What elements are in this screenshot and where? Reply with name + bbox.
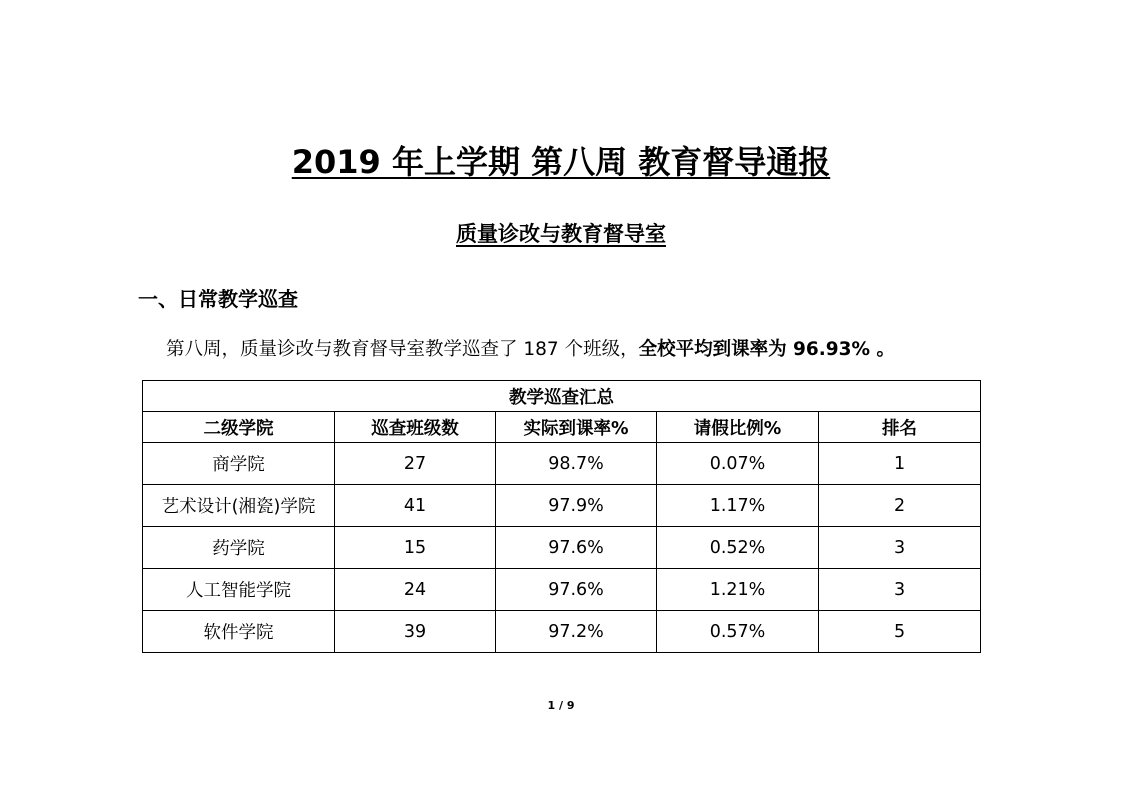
- cell-leave-ratio: 1.17%: [657, 485, 819, 527]
- cell-college: 商学院: [143, 443, 335, 485]
- cell-rank: 2: [819, 485, 981, 527]
- summary-paragraph: [166, 335, 895, 365]
- table-row: [143, 485, 981, 527]
- cell-attendance-rate: 97.6%: [496, 527, 657, 569]
- table-caption-row: [143, 381, 981, 412]
- header-leave-ratio: 请假比例%: [657, 412, 819, 443]
- cell-college: 软件学院: [143, 611, 335, 653]
- table-caption: 教学巡查汇总: [143, 381, 981, 412]
- cell-attendance-rate: 97.2%: [496, 611, 657, 653]
- cell-rank: 3: [819, 527, 981, 569]
- page-title: [0, 140, 1122, 184]
- cell-classes-inspected: 41: [335, 485, 496, 527]
- cell-classes-inspected: 15: [335, 527, 496, 569]
- cell-leave-ratio: 1.21%: [657, 569, 819, 611]
- table-row: [143, 443, 981, 485]
- page-title-text: 2019 年上学期 第八周 教育督导通报: [291, 143, 831, 181]
- cell-classes-inspected: 24: [335, 569, 496, 611]
- cell-college: 人工智能学院: [143, 569, 335, 611]
- header-rank: 排名: [819, 412, 981, 443]
- department-subtitle: [0, 218, 1122, 250]
- cell-college: 药学院: [143, 527, 335, 569]
- cell-attendance-rate: 97.6%: [496, 569, 657, 611]
- inspection-summary-table: [142, 380, 981, 653]
- cell-leave-ratio: 0.52%: [657, 527, 819, 569]
- cell-classes-inspected: 39: [335, 611, 496, 653]
- page-number: 1 / 9: [547, 699, 575, 712]
- department-subtitle-text: 质量诊改与教育督导室: [456, 222, 666, 246]
- cell-classes-inspected: 27: [335, 443, 496, 485]
- cell-attendance-rate: 98.7%: [496, 443, 657, 485]
- cell-rank: 3: [819, 569, 981, 611]
- cell-rank: 5: [819, 611, 981, 653]
- header-attendance-rate: 实际到课率%: [496, 412, 657, 443]
- section-heading: 一、日常教学巡查: [138, 287, 298, 311]
- table-header-row: [143, 412, 981, 443]
- table-row: [143, 611, 981, 653]
- header-college: 二级学院: [143, 412, 335, 443]
- cell-college: 艺术设计(湘瓷)学院: [143, 485, 335, 527]
- table-row: [143, 569, 981, 611]
- cell-leave-ratio: 0.07%: [657, 443, 819, 485]
- cell-rank: 1: [819, 443, 981, 485]
- table-row: [143, 527, 981, 569]
- summary-paragraph-text: 第八周，质量诊改与教育督导室教学巡查了 187 个班级，: [166, 339, 639, 360]
- cell-leave-ratio: 0.57%: [657, 611, 819, 653]
- summary-paragraph-highlight: 全校平均到课率为 96.93% 。: [638, 339, 896, 360]
- cell-attendance-rate: 97.9%: [496, 485, 657, 527]
- header-classes-inspected: 巡查班级数: [335, 412, 496, 443]
